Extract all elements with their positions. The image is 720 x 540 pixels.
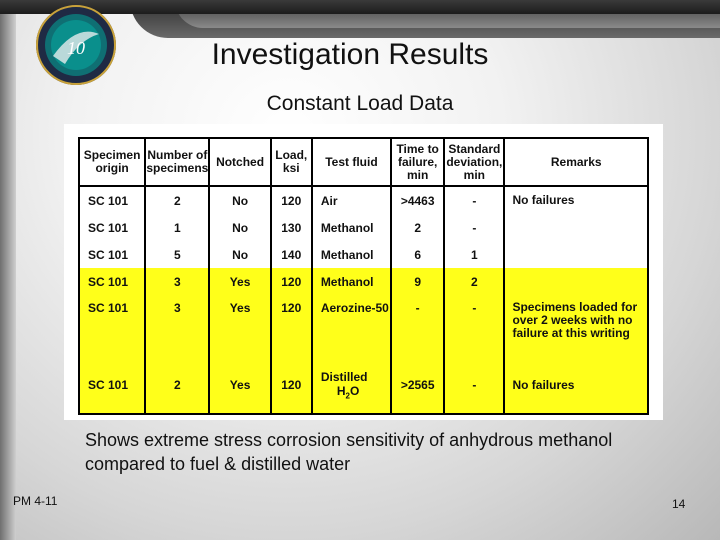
cell-notched: Yes: [209, 295, 270, 357]
cell-remarks: [504, 241, 648, 268]
header-time-to-failure: Time to failure, min: [391, 138, 444, 186]
cell-num: 2: [145, 186, 209, 214]
table-row-highlighted: [79, 295, 648, 357]
svg-text:10: 10: [67, 38, 85, 58]
table-frame: [64, 124, 663, 420]
cell-dev: -: [444, 214, 504, 241]
cell-notched: No: [209, 186, 270, 214]
cell-fluid: [312, 357, 391, 414]
cell-time: 6: [391, 241, 444, 268]
formula-part: H: [336, 383, 346, 398]
table-header-row: [79, 138, 648, 186]
table-row: [79, 186, 648, 214]
cell-load: 140: [271, 241, 312, 268]
cell-dev: -: [444, 357, 504, 414]
cell-dev: -: [444, 295, 504, 357]
cell-num: 3: [145, 268, 209, 295]
cell-fluid: Aerozine-50: [312, 295, 391, 357]
cell-load: 120: [271, 295, 312, 357]
header-standard-deviation: Standard deviation, min: [444, 138, 504, 186]
cell-notched: No: [209, 214, 270, 241]
cell-num: 5: [145, 241, 209, 268]
cell-notched: No: [209, 241, 270, 268]
cell-remarks: [504, 268, 648, 295]
page-number: 14: [672, 497, 686, 511]
cell-dev: 1: [444, 241, 504, 268]
header-load: Load, ksi: [271, 138, 312, 186]
header-notched: Notched: [209, 138, 270, 186]
cell-remarks: [504, 214, 648, 241]
cell-notched: Yes: [209, 357, 270, 414]
cell-remarks: Specimens loaded for over 2 weeks with no failure at this writing: [504, 295, 648, 357]
nesc-academy-logo-icon: [35, 4, 117, 86]
cell-load: 120: [271, 186, 312, 214]
cell-load: 120: [271, 357, 312, 414]
slide-title: Investigation Results: [211, 38, 489, 71]
slide-left-edge: [0, 0, 16, 540]
cell-load: 120: [271, 268, 312, 295]
cell-time: >2565: [391, 357, 444, 414]
cell-fluid: Methanol: [312, 268, 391, 295]
table-row: [79, 214, 648, 241]
header-specimen-origin: Specimen origin: [79, 138, 145, 186]
cell-remarks: No failures: [504, 186, 648, 214]
header-number-of-specimens: Number of specimens: [145, 138, 209, 186]
cell-time: >4463: [391, 186, 444, 214]
formula-subscript: 2: [345, 391, 350, 401]
cell-dev: -: [444, 186, 504, 214]
cell-num: 2: [145, 357, 209, 414]
cell-dev: 2: [444, 268, 504, 295]
cell-notched: Yes: [209, 268, 270, 295]
cell-fluid: Methanol: [312, 241, 391, 268]
cell-remarks: No failures: [504, 357, 648, 414]
fluid-name: Distilled: [320, 369, 368, 384]
cell-origin: SC 101: [79, 214, 145, 241]
cell-time: -: [391, 295, 444, 357]
slide-caption: Shows extreme stress corrosion sensitivity of anhydrous methanol compared to fuel & distilled water: [85, 430, 613, 474]
cell-origin: SC 101: [79, 241, 145, 268]
constant-load-data-table: [78, 137, 649, 415]
formula-part: O: [349, 383, 360, 398]
cell-num: 1: [145, 214, 209, 241]
cell-fluid: Air: [312, 186, 391, 214]
cell-origin: SC 101: [79, 186, 145, 214]
cell-origin: SC 101: [79, 268, 145, 295]
table-row-highlighted: [79, 357, 648, 414]
cell-origin: SC 101: [79, 357, 145, 414]
cell-time: 9: [391, 268, 444, 295]
cell-fluid: Methanol: [312, 214, 391, 241]
cell-time: 2: [391, 214, 444, 241]
header-remarks: Remarks: [504, 138, 648, 186]
table-row-highlighted: [79, 268, 648, 295]
cell-load: 130: [271, 214, 312, 241]
table-row: [79, 241, 648, 268]
fluid-formula: [321, 383, 360, 401]
slide-subtitle: Constant Load Data: [266, 92, 454, 115]
header-test-fluid: Test fluid: [312, 138, 391, 186]
cell-num: 3: [145, 295, 209, 357]
footer-course-code: PM 4-11: [13, 494, 58, 508]
cell-origin: SC 101: [79, 295, 145, 357]
